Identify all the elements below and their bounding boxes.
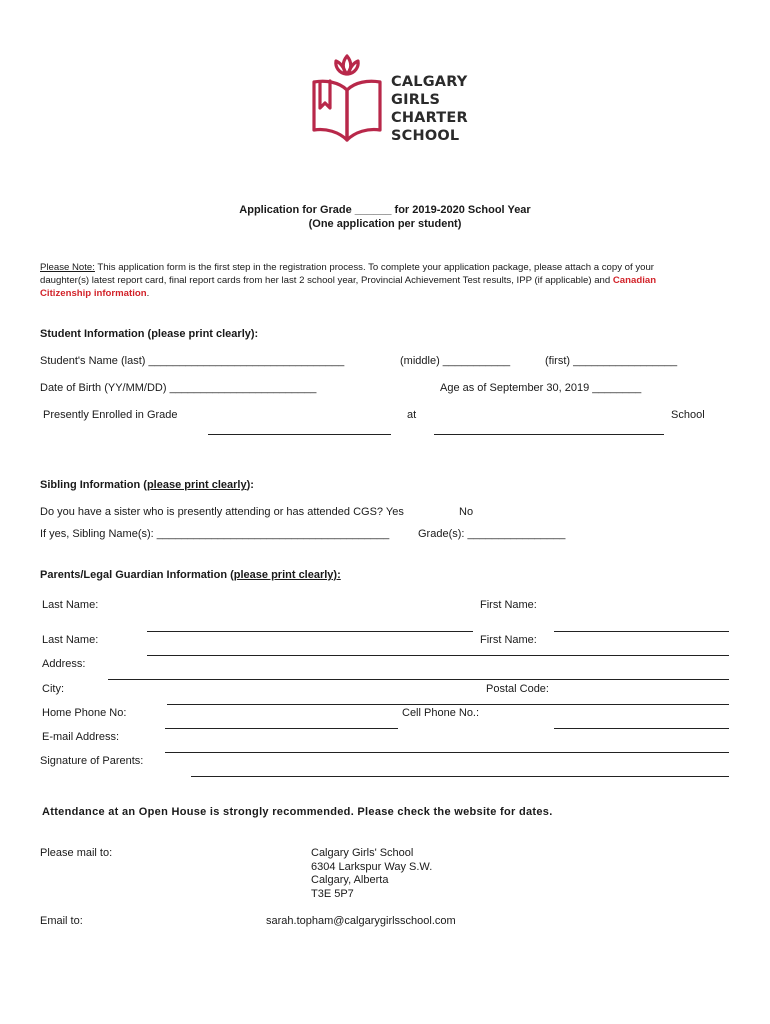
- email-label: Email to:: [40, 915, 83, 927]
- parent1-first-name-input-line[interactable]: [554, 631, 729, 632]
- postal-code-label: Postal Code:: [486, 683, 549, 695]
- sibling-heading-end: ):: [246, 479, 254, 491]
- note-label: Please Note:: [40, 262, 95, 273]
- student-middle-name-field[interactable]: (middle) ___________: [400, 355, 511, 367]
- mail-address-line: Calgary Girls' School: [311, 847, 414, 859]
- sibling-question-yes[interactable]: Do you have a sister who is presently attending or has attended CGS? Yes: [40, 506, 404, 518]
- page-title: Application for Grade ______ for 2019-2020 School Year: [239, 204, 531, 216]
- mail-address-line: T3E 5P7: [311, 887, 354, 900]
- age-field[interactable]: Age as of September 30, 2019 ________: [440, 382, 642, 394]
- page-subtitle: (One application per student): [308, 218, 462, 230]
- student-last-name-field[interactable]: Student's Name (last) ________________________________: [40, 355, 345, 367]
- sibling-question-no[interactable]: No: [459, 506, 474, 518]
- parents-heading-text: Parents/Legal Guardian Information (: [40, 569, 234, 581]
- email-address-input-line[interactable]: [165, 752, 729, 753]
- note-text: This application form is the first step in the registration process. To complete your application package, please attach a copy of your daughter(s) latest report card, final report cards from her last 2 school year, Provincial Achievement Test results, IPP (if applicable) and: [40, 262, 654, 287]
- mail-address-line: Calgary, Alberta: [311, 874, 389, 887]
- city-label: City:: [42, 683, 64, 695]
- student-first-name-field[interactable]: (first) _________________: [545, 355, 678, 367]
- sibling-grades-field[interactable]: Grade(s): ________________: [418, 528, 566, 540]
- school-logo-icon: [306, 52, 388, 150]
- home-phone-input-line[interactable]: [165, 728, 398, 729]
- at-label: at: [407, 409, 417, 421]
- address-label: Address:: [42, 658, 86, 670]
- enrolled-grade-label: Presently Enrolled in Grade: [43, 409, 178, 421]
- parents-heading-underlined: please print clearly):: [233, 569, 341, 581]
- note-highlight: Canadian Citizenship information: [40, 275, 657, 300]
- parent1-first-name-label: First Name:: [480, 599, 537, 611]
- email-link[interactable]: sarah.topham@calgarygirlsschool.com: [266, 915, 456, 927]
- logo-line: CHARTER: [391, 110, 468, 126]
- application-note: [40, 261, 700, 301]
- school-name-logo: [391, 73, 468, 145]
- school-label: School: [671, 409, 705, 421]
- signature-input-line[interactable]: [191, 776, 729, 777]
- logo-line: GIRLS: [391, 92, 441, 108]
- parent2-first-name-label: First Name:: [480, 634, 537, 646]
- note-end: .: [146, 288, 150, 300]
- signature-label: Signature of Parents:: [40, 755, 144, 767]
- home-phone-label: Home Phone No:: [42, 707, 127, 719]
- cell-phone-input-line[interactable]: [554, 728, 729, 729]
- parents-heading: [40, 569, 341, 581]
- date-of-birth-field[interactable]: Date of Birth (YY/MM/DD) ________________________: [40, 382, 317, 394]
- logo-line: SCHOOL: [391, 128, 460, 144]
- open-house-notice: Attendance at an Open House is strongly recommended. Please check the website for dates.: [42, 806, 553, 818]
- enrolled-grade-input-line[interactable]: [208, 434, 391, 435]
- email-address-label: E-mail Address:: [42, 731, 120, 743]
- city-input-line[interactable]: [167, 704, 729, 705]
- enrolled-school-input-line[interactable]: [434, 434, 664, 435]
- parent2-last-name-label: Last Name:: [42, 634, 99, 646]
- mail-address-line: 6304 Larkspur Way S.W.: [311, 860, 433, 873]
- parent1-last-name-input-line[interactable]: [147, 631, 473, 632]
- sibling-heading: [40, 479, 254, 491]
- logo-line: CALGARY: [391, 74, 468, 90]
- sibling-heading-underlined: please print clearly: [146, 479, 247, 491]
- mail-label: Please mail to:: [40, 847, 113, 859]
- address-input-line[interactable]: [108, 679, 729, 680]
- sibling-names-field[interactable]: If yes, Sibling Name(s): ______________________________________: [40, 528, 390, 540]
- student-heading: Student Information (please print clearly):: [40, 328, 259, 340]
- parent1-last-name-label: Last Name:: [42, 599, 99, 611]
- cell-phone-label: Cell Phone No.:: [402, 707, 480, 719]
- parent2-name-input-line[interactable]: [147, 655, 729, 656]
- mail-address: [311, 847, 432, 901]
- sibling-heading-text: Sibling Information (: [40, 479, 147, 491]
